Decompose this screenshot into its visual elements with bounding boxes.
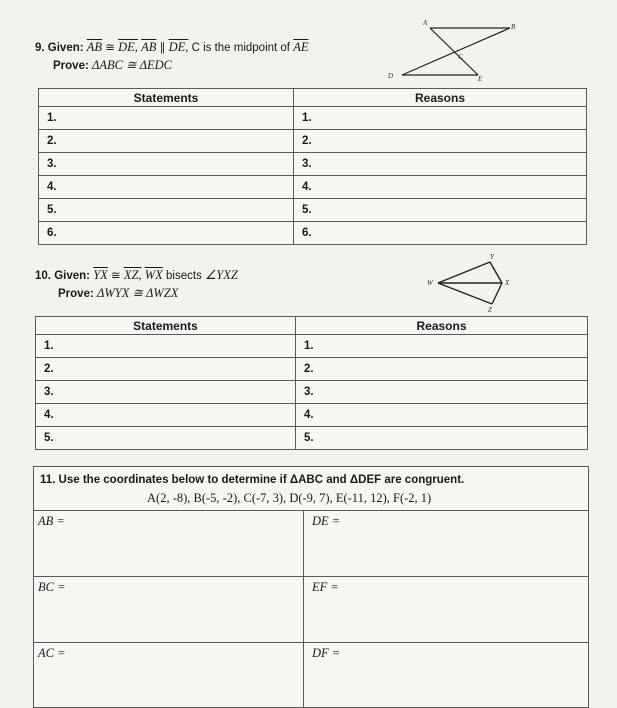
segment-wz — [438, 283, 492, 304]
table-row — [36, 381, 588, 404]
problem-11-answer-grid — [34, 510, 588, 708]
table-row — [36, 335, 588, 358]
label-z: Z — [488, 306, 492, 313]
column-divider — [303, 643, 304, 708]
reason-cell[interactable]: 5. — [294, 199, 587, 222]
bc-field[interactable]: BC = — [38, 580, 66, 594]
label-e: E — [478, 75, 483, 83]
reason-cell[interactable]: 3. — [296, 381, 588, 404]
label-d: D — [388, 72, 394, 80]
table-row — [36, 404, 588, 427]
ac-field[interactable]: AC = — [38, 646, 66, 660]
table-row — [39, 176, 587, 199]
segment-ae — [430, 28, 478, 75]
table-row — [39, 107, 587, 130]
statement-cell[interactable]: 3. — [39, 153, 294, 176]
problem-10-proof-table — [35, 316, 588, 450]
ef-field[interactable]: EF = — [312, 580, 339, 594]
problem-10-given: 10. Given: $\overline{YX}$ ≅ XZ, $\overline{WX}$ bisects ∠YXZ — [35, 268, 238, 282]
segment-bd — [402, 28, 510, 75]
problem-11-points: A(2, -8), B(-5, -2), C(-7, 3), D(-9, 7), E(-11, 12), F(-2, 1) — [147, 491, 432, 505]
statement-cell[interactable]: 1. — [36, 335, 296, 358]
reasons-header: Reasons — [296, 317, 588, 335]
statements-header: Statements — [36, 317, 296, 335]
statement-cell[interactable]: 4. — [39, 176, 294, 199]
reason-cell[interactable]: 2. — [296, 358, 588, 381]
reason-cell[interactable]: 3. — [294, 153, 587, 176]
table-row — [39, 153, 587, 176]
statements-header: Statements — [39, 89, 294, 107]
label-a: A — [423, 19, 428, 27]
answer-row — [34, 577, 588, 643]
label-b: B — [511, 23, 516, 31]
statement-cell[interactable]: 5. — [39, 199, 294, 222]
answer-row — [34, 643, 588, 708]
table-row — [39, 199, 587, 222]
table-row — [36, 358, 588, 381]
table-row — [39, 130, 587, 153]
problem-11-title: 11. Use the coordinates below to determine if ΔABC and ΔDEF are congruent. — [40, 474, 465, 486]
problem-11-box — [33, 466, 589, 708]
column-divider — [303, 577, 304, 642]
statement-cell[interactable]: 6. — [39, 222, 294, 245]
statement-cell[interactable]: 5. — [36, 427, 296, 450]
label-x: X — [505, 279, 510, 287]
problem-9-prove: Prove: ΔABC ≅ ΔEDC — [53, 58, 173, 72]
df-field[interactable]: DF = — [312, 646, 341, 660]
problem-9-proof-table — [38, 88, 587, 245]
statement-cell[interactable]: 2. — [36, 358, 296, 381]
segment-zx — [492, 283, 502, 304]
de-field[interactable]: DE = — [312, 514, 341, 528]
reason-cell[interactable]: 2. — [294, 130, 587, 153]
problem-9-given: 9. Given: $\overline{AB}$ ≅ DE, $\overline{AB}$ ∥ DE, C is the midpoint of $\overline{AE}$ — [35, 40, 309, 54]
segment-yx — [490, 262, 502, 283]
segment-wy — [438, 262, 490, 283]
column-divider — [303, 511, 304, 576]
problem-9-figure — [378, 18, 518, 90]
reason-cell[interactable]: 1. — [294, 107, 587, 130]
statement-cell[interactable]: 1. — [39, 107, 294, 130]
reason-cell[interactable]: 6. — [294, 222, 587, 245]
reason-cell[interactable]: 5. — [296, 427, 588, 450]
statement-cell[interactable]: 4. — [36, 404, 296, 427]
statement-cell[interactable]: 3. — [36, 381, 296, 404]
reason-cell[interactable]: 4. — [296, 404, 588, 427]
ab-field[interactable]: AB = — [38, 514, 65, 528]
label-w: W — [427, 279, 433, 287]
problem-10-prove: Prove: ΔWYX ≅ ΔWZX — [58, 286, 179, 300]
answer-row — [34, 511, 588, 577]
table-row — [36, 427, 588, 450]
statement-cell[interactable]: 2. — [39, 130, 294, 153]
problem-10-figure — [420, 253, 520, 313]
label-c: C — [458, 53, 463, 61]
reasons-header: Reasons — [294, 89, 587, 107]
reason-cell[interactable]: 1. — [296, 335, 588, 358]
label-y: Y — [490, 253, 494, 261]
table-row — [39, 222, 587, 245]
reason-cell[interactable]: 4. — [294, 176, 587, 199]
